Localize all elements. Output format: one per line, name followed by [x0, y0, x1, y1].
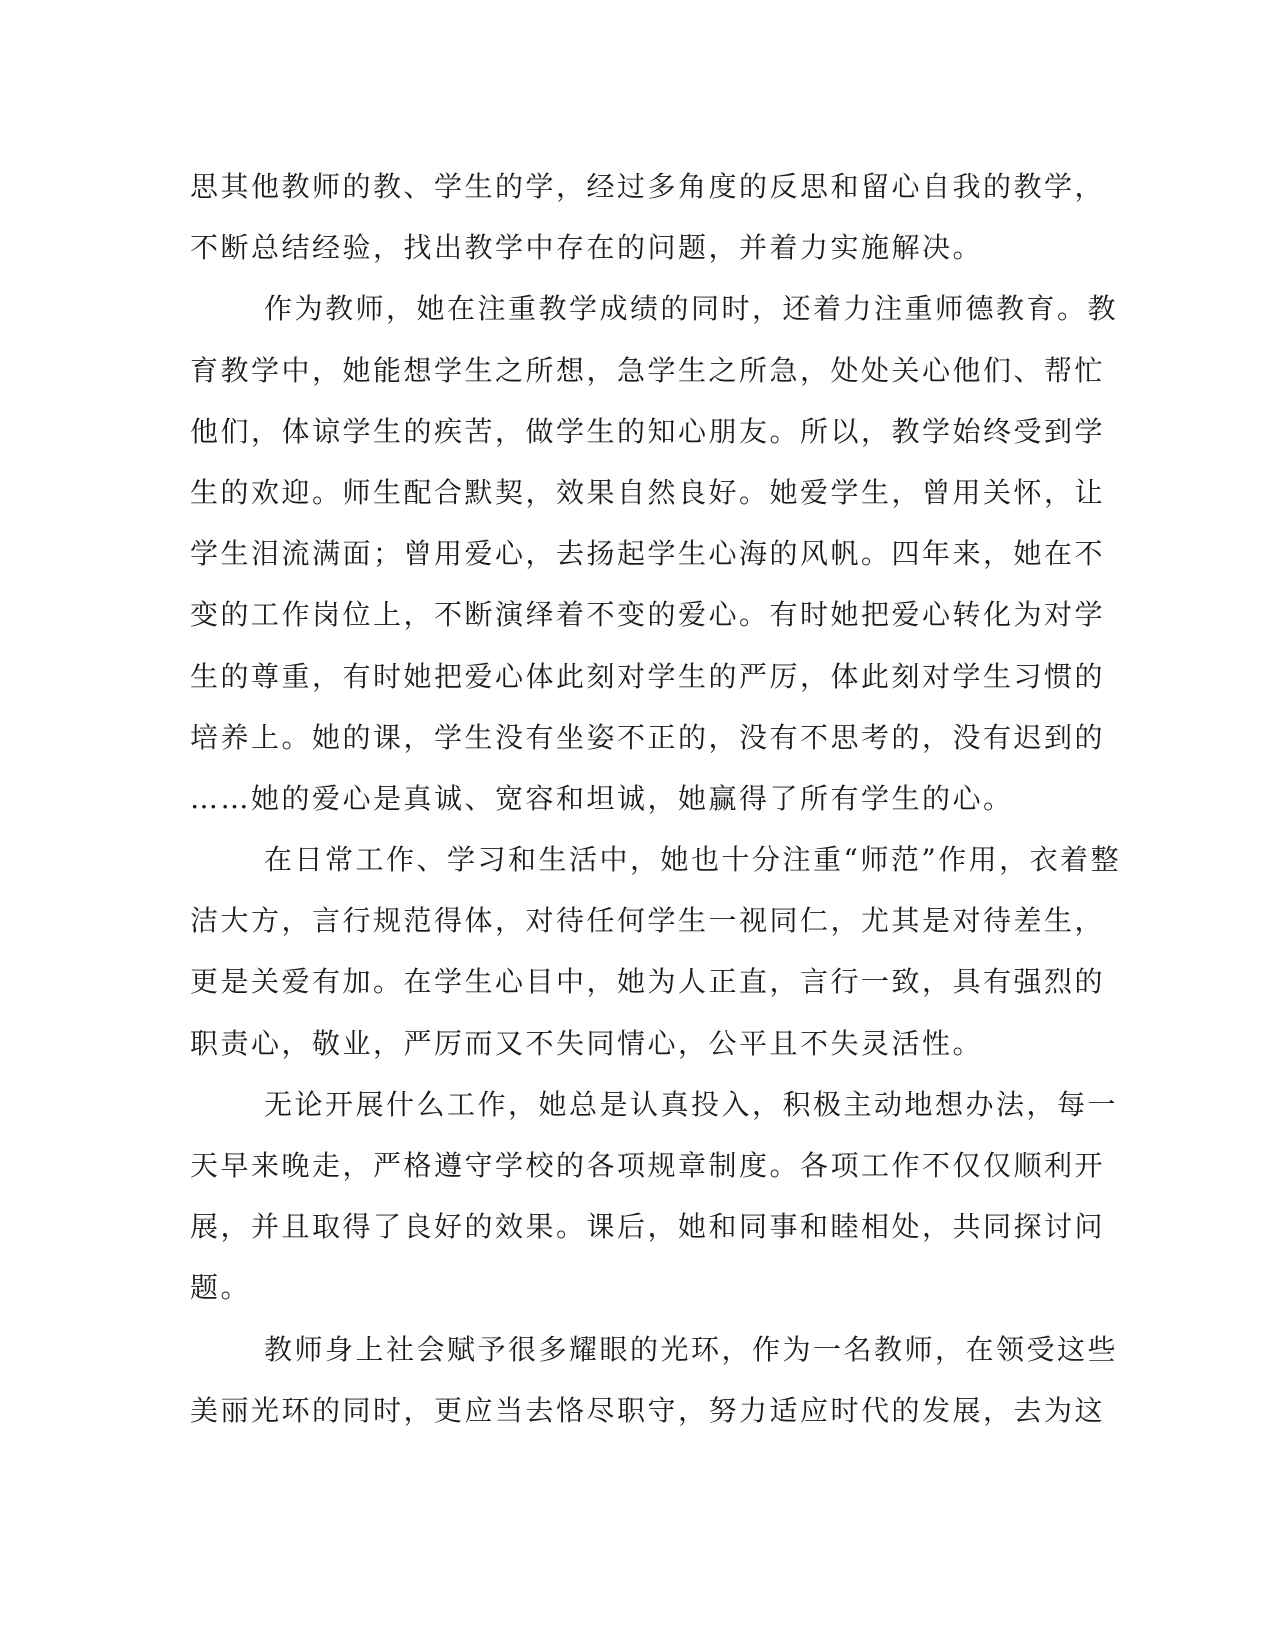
text-line: 培养上。她的课，学生没有坐姿不正的，没有不思考的，没有迟到的	[190, 720, 1106, 754]
text-line: 学生泪流满面；曾用爱心，去扬起学生心海的风帆。四年来，她在不	[190, 537, 1106, 571]
text-line: 洁大方，言行规范得体，对待任何学生一视同仁，尤其是对待差生，	[190, 904, 1106, 938]
paragraph-start-line: 作为教师，她在注重教学成绩的同时，还着力注重师德教育。教	[264, 292, 1119, 326]
text-line: 他们，体谅学生的疾苦，做学生的知心朋友。所以，教学始终受到学	[190, 414, 1106, 448]
text-line: 展，并且取得了良好的效果。课后，她和同事和睦相处，共同探讨问	[190, 1210, 1106, 1244]
paragraph-start-line: 在日常工作、学习和生活中，她也十分注重“师范”作用，衣着整	[264, 843, 1122, 877]
paragraph-start-line: 无论开展什么工作，她总是认真投入，积极主动地想办法，每一	[264, 1087, 1119, 1121]
text-line: 题。	[190, 1271, 252, 1305]
text-line: 更是关爱有加。在学生心目中，她为人正直，言行一致，具有强烈的	[190, 965, 1106, 999]
text-line: 天早来晚走，严格遵守学校的各项规章制度。各项工作不仅仅顺利开	[190, 1149, 1106, 1182]
text-line: 思其他教师的教、学生的学，经过多角度的反思和留心自我的教学，	[190, 170, 1106, 203]
text-line: 生的欢迎。师生配合默契，效果自然良好。她爱学生，曾用关怀，让	[190, 475, 1106, 509]
text-line: 职责心，敬业，严厉而又不失同情心，公平且不失灵活性。	[190, 1026, 984, 1060]
text-line: 美丽光环的同时，更应当去恪尽职守，努力适应时代的发展，去为这	[190, 1393, 1106, 1427]
text-line: 育教学中，她能想学生之所想，急学生之所急，处处关心他们、帮忙	[190, 353, 1106, 387]
text-line: 生的尊重，有时她把爱心体此刻对学生的严厉，体此刻对学生习惯的	[190, 659, 1106, 693]
text-line: 不断总结经验，找出教学中存在的问题，并着力实施解决。	[190, 231, 984, 265]
paragraph-start-line: 教师身上社会赋予很多耀眼的光环，作为一名教师，在领受这些	[264, 1332, 1119, 1366]
text-line: ……她的爱心是真诚、宽容和坦诚，她赢得了所有学生的心。	[190, 781, 1014, 815]
text-line: 变的工作岗位上，不断演绎着不变的爱心。有时她把爱心转化为对学	[190, 598, 1106, 632]
document-body	[190, 156, 1122, 1441]
